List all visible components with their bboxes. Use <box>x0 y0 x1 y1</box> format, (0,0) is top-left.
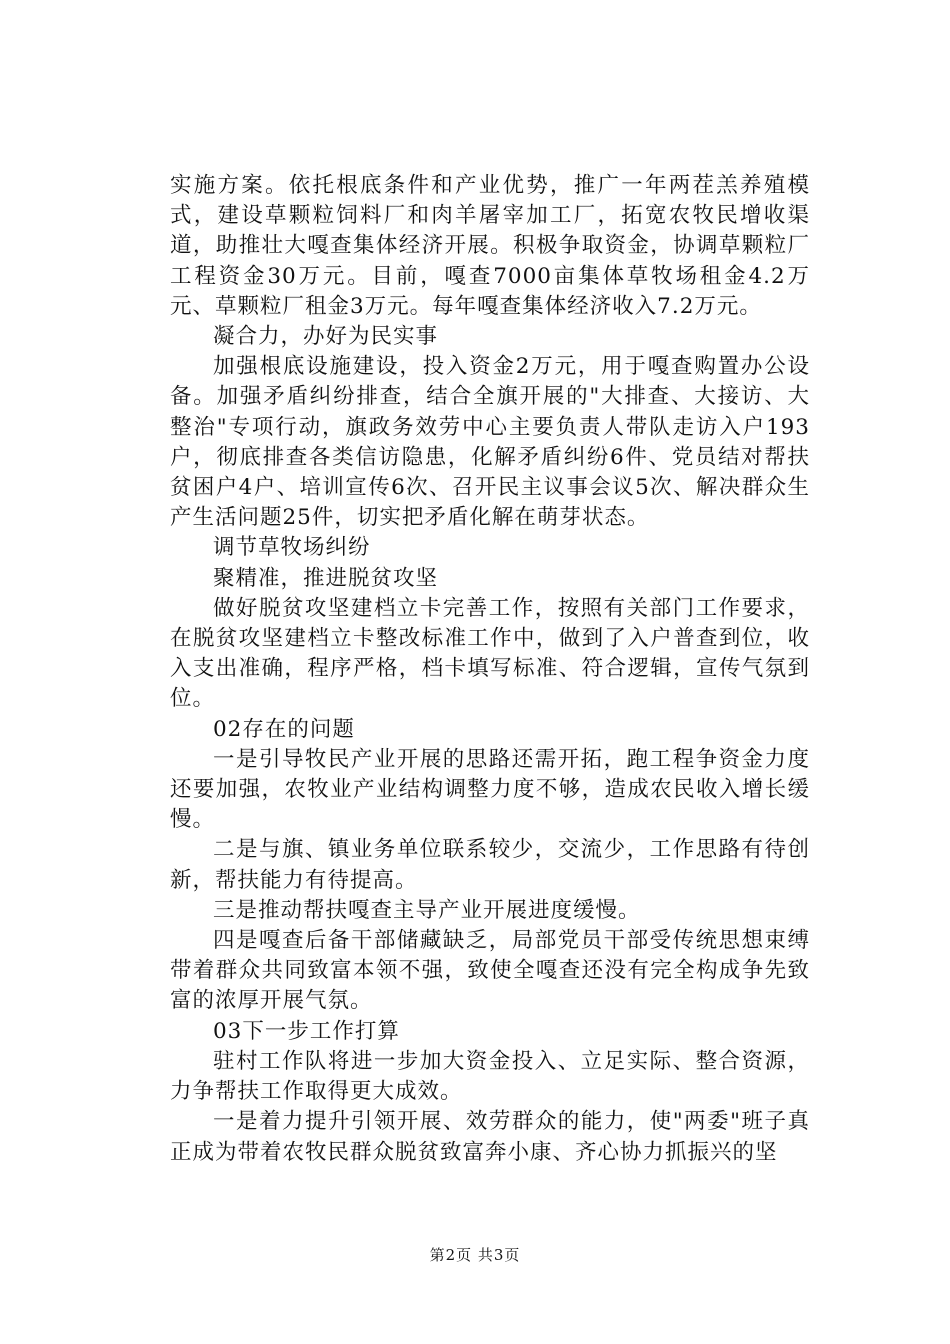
section-heading-03: 03下一步工作打算 <box>213 1018 400 1044</box>
paragraph-0: 实施方案。依托根底条件和产业优势，推广一年两茬羔养殖模式，建设草颗粒饲料厂和肉羊屠宰加工厂，拓宽农牧民增收渠道，助推壮大嘎查集体经济开展。积极争取资金，协调草颗粒厂工程资金30万元。目前，嘎查7000亩集体草牧场租金4.2万元、草颗粒厂租金3万元。每年嘎查集体经济收入7.2万元。 <box>170 173 810 319</box>
section-heading-02: 02存在的问题 <box>213 716 355 742</box>
paragraph-12: 驻村工作队将进一步加大资金投入、立足实际、整合资源，力争帮扶工作取得更大成效。 <box>170 1048 810 1105</box>
paragraph-1: 凝合力，办好为民实事 <box>213 324 439 350</box>
paragraph-9: 三是推动帮扶嘎查主导产业开展进度缓慢。 <box>213 897 641 923</box>
paragraph-13: 一是着力提升引领开展、效劳群众的能力，使"两委"班子真正成为带着农牧民群众脱贫致富奔小康、齐心协力抓振兴的坚 <box>170 1109 810 1165</box>
paragraph-8: 二是与旗、镇业务单位联系较少，交流少，工作思路有待创新，帮扶能力有待提高。 <box>170 837 810 893</box>
page-number-footer: 第2页 共3页 <box>429 1246 521 1264</box>
paragraph-10: 四是嘎查后备干部储藏缺乏，局部党员干部受传统思想束缚带着群众共同致富本领不强，致使全嘎查还没有完全构成争先致富的浓厚开展气氛。 <box>170 928 810 1014</box>
paragraph-4: 聚精准，推进脱贫攻坚 <box>213 565 439 591</box>
paragraph-5: 做好脱贫攻坚建档立卡完善工作，按照有关部门工作要求，在脱贫攻坚建档立卡整改标准工作中，做到了入户普查到位，收入支出准确，程序严格，档卡填写标准、符合逻辑，宣传气氛到位。 <box>170 595 810 712</box>
paragraph-2: 加强根底设施建设，投入资金2万元，用于嘎查购置办公设备。加强矛盾纠纷排查，结合全旗开展的"大排查、大接访、大整治"专项行动，旗政务效劳中心主要负责人带队走访入户193户，彻底排查各类信访隐患，化解矛盾纠纷6件、党员结对帮扶贫困户4户、培训宣传6次、召开民主议事会议5次、解决群众生产生活问题25件，切实把矛盾化解在萌芽状态。 <box>170 354 810 531</box>
document-body <box>170 171 810 1168</box>
paragraph-3: 调节草牧场纠纷 <box>213 535 371 561</box>
paragraph-7: 一是引导牧民产业开展的思路还需开拓，跑工程争资金力度还要加强，农牧业产业结构调整力度不够，造成农民收入增长缓慢。 <box>170 746 810 833</box>
